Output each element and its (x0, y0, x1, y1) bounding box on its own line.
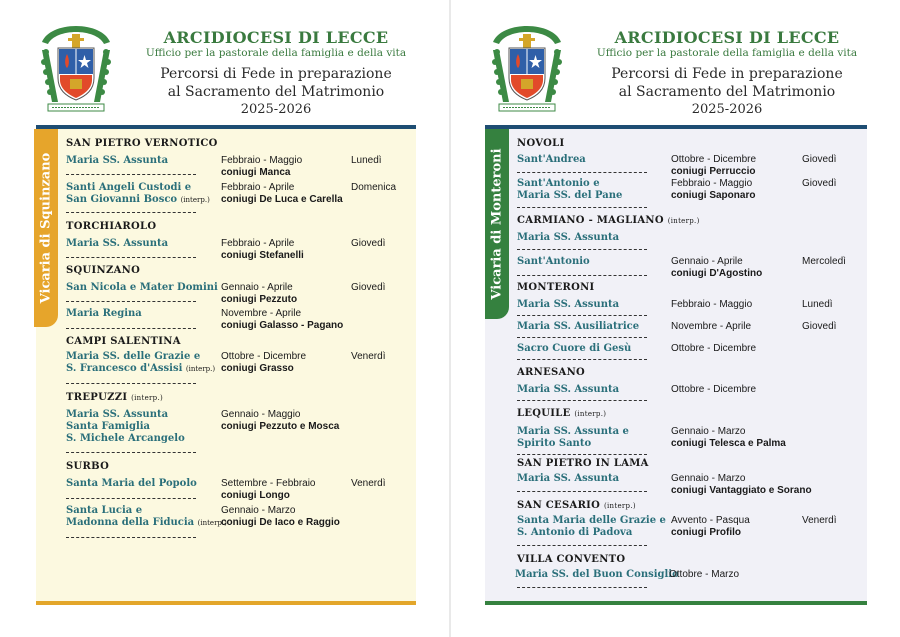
couple: coniugi Vantaggiato e Sorano (671, 485, 812, 496)
parish-name: Maria SS. Assunta (517, 384, 620, 395)
parish-name: S. Francesco d'Assisi (interp.) (66, 363, 216, 374)
couple: coniugi Perruccio (671, 166, 756, 177)
weekday: Giovedì (802, 178, 837, 189)
right-page (451, 0, 900, 637)
couple: coniugi Longo (221, 490, 290, 501)
weekday: Lunedì (351, 155, 382, 166)
period: Gennaio - Marzo (221, 505, 296, 516)
interparish-note: (interp.) (131, 394, 164, 402)
dashed-divider (517, 172, 647, 173)
period: Febbraio - Maggio (221, 155, 303, 166)
parish-name: Madonna della Fiducia (interp.) (66, 517, 227, 528)
weekday: Giovedì (802, 321, 837, 332)
period: Gennaio - Marzo (671, 473, 746, 484)
town-heading: SAN PIETRO IN LAMA (517, 458, 649, 469)
header-line-1: Percorsi di Fede in preparazione (611, 66, 843, 82)
dashed-divider (517, 454, 647, 455)
town-heading: SAN PIETRO VERNOTICO (66, 138, 218, 149)
couple: coniugi Grasso (221, 363, 294, 374)
header-line-1: Percorsi di Fede in preparazione (160, 66, 392, 82)
town-heading: VILLA CONVENTO (517, 554, 626, 565)
period: Gennaio - Marzo (671, 426, 746, 437)
header-line-2: al Sacramento del Matrimonio (167, 84, 385, 100)
parish-name: Santa Maria delle Grazie e (517, 515, 666, 526)
parish-name: S. Antonio di Padova (517, 527, 633, 538)
bottom-bar (36, 601, 416, 605)
parish-name: S. Michele Arcangelo (66, 433, 185, 444)
weekday: Domenica (351, 182, 397, 193)
parish-name: Maria SS. del Buon Consiglio (515, 569, 679, 580)
period: Avvento - Pasqua (671, 515, 750, 526)
weekday: Venerdì (351, 351, 386, 362)
parish-name: Santa Famiglia (66, 421, 151, 432)
vicaria-tab (485, 129, 509, 319)
parish-name: Maria SS. Ausiliatrice (517, 321, 640, 332)
parish-name: Sacro Cuore di Gesù (517, 343, 632, 354)
dashed-divider (66, 328, 196, 329)
couple: coniugi Telesca e Palma (671, 438, 786, 449)
parish-name: Maria SS. Assunta (517, 473, 620, 484)
parish-name: Maria SS. Assunta (517, 232, 620, 243)
dashed-divider (517, 249, 647, 250)
town-heading: ARNESANO (517, 367, 586, 378)
period: Ottobre - Marzo (669, 569, 740, 580)
vicaria-label: Vicaria di Squinzano (38, 152, 54, 304)
period: Novembre - Aprile (671, 321, 752, 332)
dashed-divider (66, 257, 196, 258)
dashed-divider (517, 587, 647, 588)
parish-name: Maria Regina (66, 308, 142, 319)
coat-of-arms-icon (38, 22, 114, 118)
dashed-divider (517, 400, 647, 401)
weekday: Giovedì (351, 238, 386, 249)
period: Ottobre - Dicembre (671, 343, 757, 354)
couple: coniugi Pezzuto (221, 294, 298, 305)
period: Febbraio - Aprile (221, 182, 295, 193)
interparish-note: (interp.) (180, 196, 210, 204)
couple: coniugi D'Agostino (671, 268, 763, 279)
dashed-divider (517, 545, 647, 546)
dashed-divider (66, 498, 196, 499)
weekday: Venerdì (351, 478, 386, 489)
header-title: ARCIDIOCESI DI LECCE (163, 28, 389, 47)
parish-name: Maria SS. delle Grazie e (66, 351, 201, 362)
dashed-divider (66, 174, 196, 175)
town-heading: CARMIANO - MAGLIANO (interp.) (517, 215, 700, 226)
interparish-note: (interp.) (185, 365, 216, 373)
couple: coniugi Galasso - Pagano (221, 320, 344, 331)
coat-of-arms-icon (489, 22, 565, 118)
interparish-note: (interp.) (574, 410, 607, 418)
dashed-divider (517, 207, 647, 208)
interparish-note: (interp.) (197, 519, 227, 527)
period: Febbraio - Aprile (221, 238, 295, 249)
dashed-divider (66, 212, 196, 213)
couple: coniugi Pezzuto e Mosca (221, 421, 340, 432)
dashed-divider (517, 315, 647, 316)
town-heading: TORCHIAROLO (66, 221, 157, 232)
header-year: 2025-2026 (691, 102, 763, 117)
couple: coniugi Stefanelli (221, 250, 304, 261)
header-line-2: al Sacramento del Matrimonio (618, 84, 836, 100)
dashed-divider (517, 275, 647, 276)
vicaria-label: Vicaria di Monteroni (489, 148, 505, 300)
parish-name: Sant'Antonio e (517, 178, 600, 189)
dashed-divider (517, 359, 647, 360)
weekday: Giovedì (351, 282, 386, 293)
period: Gennaio - Aprile (221, 282, 293, 293)
couple: coniugi Saponaro (671, 190, 756, 201)
dashed-divider (517, 337, 647, 338)
interparish-note: (interp.) (667, 217, 700, 225)
town-heading: TREPUZZI (interp.) (66, 392, 164, 403)
parish-name: Santa Maria del Popolo (66, 478, 197, 489)
parish-name: Sant'Antonio (517, 256, 590, 267)
parish-name: Maria SS. Assunta (66, 409, 169, 420)
parish-name: Santi Angeli Custodi e (66, 182, 192, 193)
period: Novembre - Aprile (221, 308, 302, 319)
header-subtitle: Ufficio per la pastorale della famiglia e della vita (145, 47, 407, 59)
period: Ottobre - Dicembre (671, 154, 757, 165)
bottom-bar (485, 601, 867, 605)
couple: coniugi Profilo (671, 527, 741, 538)
left-page (0, 0, 449, 637)
period: Febbraio - Maggio (671, 299, 753, 310)
period: Gennaio - Aprile (671, 256, 743, 267)
interparish-note: (interp.) (603, 502, 636, 510)
parish-name: Maria SS. Assunta (66, 238, 169, 249)
town-heading: NOVOLI (517, 138, 565, 149)
weekday: Lunedì (802, 299, 833, 310)
town-heading: LEQUILE (interp.) (517, 408, 607, 419)
parish-name: Maria SS. Assunta (66, 155, 169, 166)
dashed-divider (66, 301, 196, 302)
town-heading: MONTERONI (517, 282, 595, 293)
parish-name: Spirito Santo (517, 438, 592, 449)
parish-name: San Giovanni Bosco (interp.) (66, 194, 210, 205)
period: Ottobre - Dicembre (671, 384, 757, 395)
town-heading: SURBO (66, 461, 110, 472)
parish-name: San Nicola e Mater Domini (66, 282, 218, 293)
header-title: ARCIDIOCESI DI LECCE (614, 28, 840, 47)
dashed-divider (66, 383, 196, 384)
weekday: Mercoledì (802, 256, 846, 267)
town-heading: SQUINZANO (66, 265, 141, 276)
dashed-divider (66, 537, 196, 538)
period: Gennaio - Maggio (221, 409, 301, 420)
weekday: Giovedì (802, 154, 837, 165)
parish-name: Maria SS. Assunta (517, 299, 620, 310)
weekday: Venerdì (802, 515, 837, 526)
period: Ottobre - Dicembre (221, 351, 307, 362)
parish-name: Maria SS. Assunta e (517, 426, 629, 437)
header-subtitle: Ufficio per la pastorale della famiglia e della vita (596, 47, 858, 59)
town-heading: CAMPI SALENTINA (66, 336, 181, 347)
period: Settembre - Febbraio (221, 478, 316, 489)
couple: coniugi Manca (221, 167, 291, 178)
period: Febbraio - Maggio (671, 178, 753, 189)
couple: coniugi De Luca e Carella (221, 194, 343, 205)
parish-name: Santa Lucia e (66, 505, 143, 516)
parish-name: Sant'Andrea (517, 154, 586, 165)
town-heading: SAN CESARIO (interp.) (517, 500, 636, 511)
header-year: 2025-2026 (240, 102, 312, 117)
vicaria-tab (34, 129, 58, 327)
dashed-divider (517, 491, 647, 492)
couple: coniugi De Iaco e Raggio (221, 517, 340, 528)
dashed-divider (66, 452, 196, 453)
parish-name: Maria SS. del Pane (517, 190, 623, 201)
